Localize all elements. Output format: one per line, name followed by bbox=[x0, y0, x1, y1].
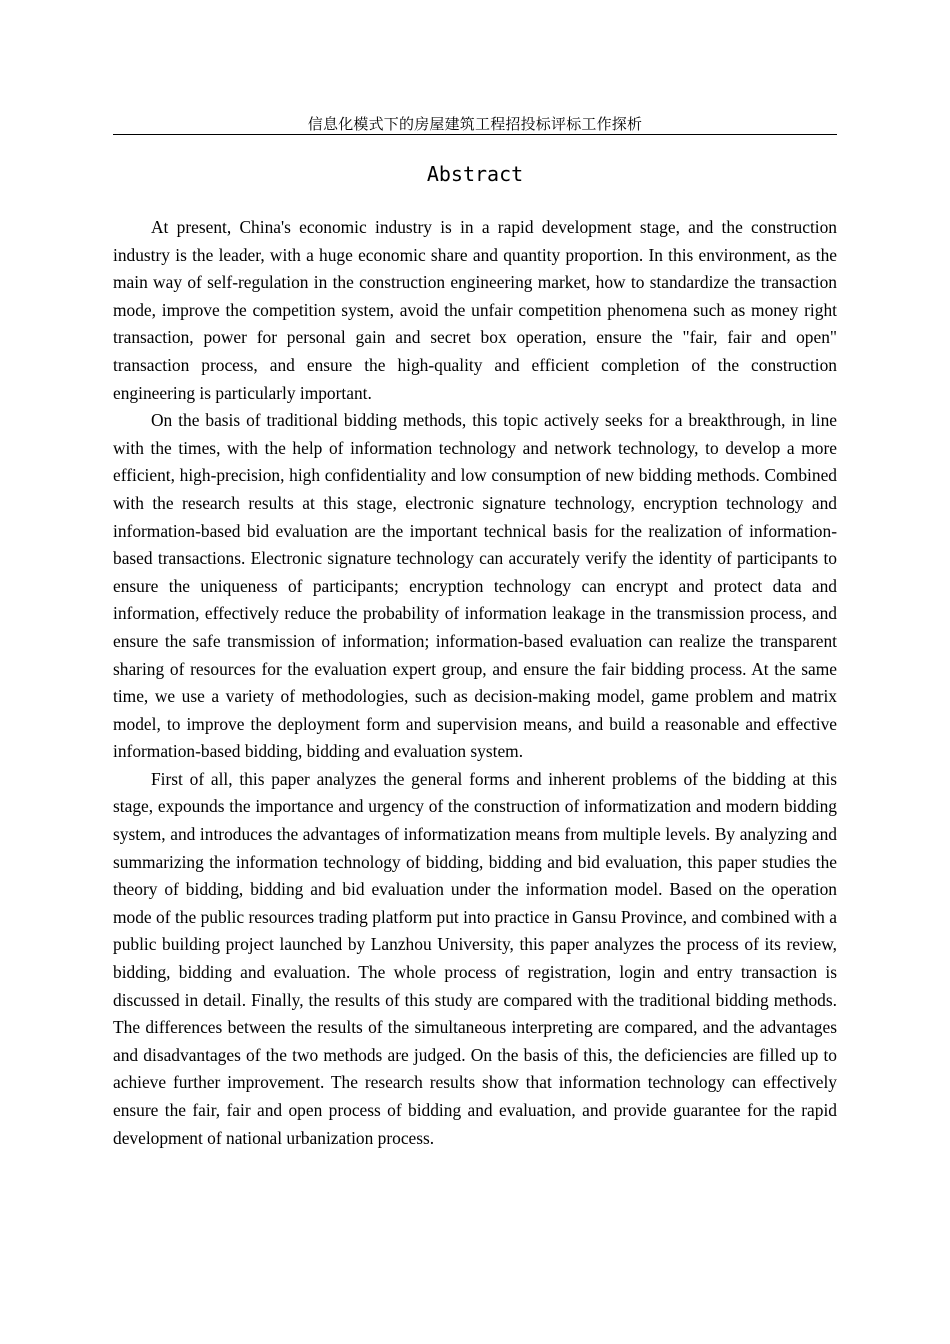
header-rule bbox=[113, 134, 837, 135]
abstract-paragraph-1: At present, China's economic industry is in a rapid development stage, and the construction industry is the leader, with a huge economic share and quantity proportion. In this environment, as the main way of self-regulation in the construction engineering market, how to standardize the transaction mode, improve the competition system, avoid the unfair competition phenomena such as money right transaction, power for personal gain and secret box operation, ensure the "fair, fair and open" transaction process, and ensure the high-quality and efficient completion of the construction engineering is particularly important. bbox=[113, 217, 837, 403]
abstract-body bbox=[113, 214, 837, 1152]
abstract-paragraph-2: On the basis of traditional bidding methods, this topic actively seeks for a breakthrough, in line with the times, with the help of information technology and network technology, to develop a more efficient, high-precision, high confidentiality and low consumption of new bidding methods. Combined with the research results at this stage, electronic signature technology, encryption technology and information-based bid evaluation are the important technical basis for the realization of information-based transactions. Electronic signature technology can accurately verify the identity of participants to ensure the uniqueness of participants; encryption technology can encrypt and protect data and information, effectively reduce the probability of information leakage in the transmission process, and ensure the safe transmission of information; information-based evaluation can realize the transparent sharing of resources for the evaluation expert group, and ensure the fair bidding process. At the same time, we use a variety of methodologies, such as decision-making model, game problem and matrix model, to improve the deployment form and supervision means, and build a reasonable and effective information-based bidding, bidding and evaluation system. bbox=[113, 410, 837, 762]
abstract-title: Abstract bbox=[426, 162, 524, 186]
running-header-title: 信息化模式下的房屋建筑工程招投标评标工作探析 bbox=[307, 115, 643, 133]
abstract-paragraph-3: First of all, this paper analyzes the general forms and inherent problems of the bidding at this stage, expounds the importance and urgency of the construction of informatization and modern bidding system, and introduces the advantages of informatization means from multiple levels. By analyzing and summarizing the information technology of bidding, bidding and bid evaluation, this paper studies the theory of bidding, bidding and bid evaluation under the information model. Based on the operation mode of the public resources trading platform put into practice in Gansu Province, and combined with a public building project launched by Lanzhou University, this paper analyzes the process of its review, bidding, bidding and evaluation. The whole process of registration, login and entry transaction is discussed in detail. Finally, the results of this study are compared with the traditional bidding methods. The differences between the results of the simultaneous interpreting are compared, and the advantages and disadvantages of the two methods are judged. On the basis of this, the deficiencies are filled up to achieve further improvement. The research results show that information technology can effectively ensure the fair, fair and open process of bidding and evaluation, and provide guarantee for the rapid development of national urbanization process. bbox=[113, 768, 837, 1148]
